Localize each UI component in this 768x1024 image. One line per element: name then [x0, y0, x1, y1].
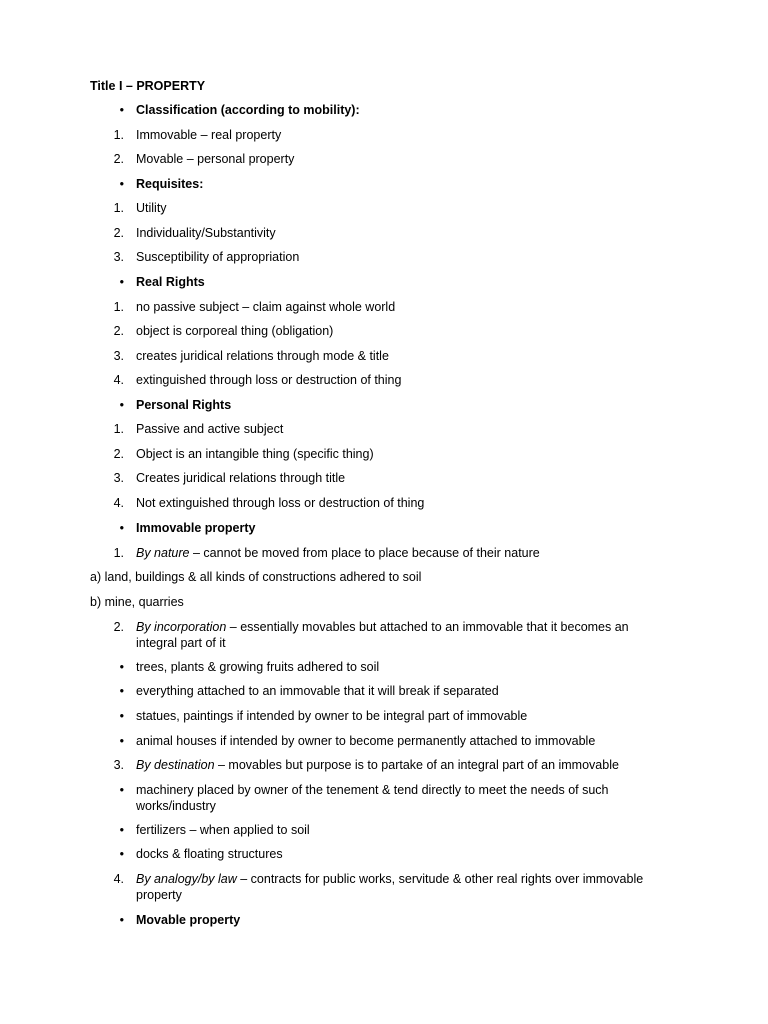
item-text: Immovable – real property: [136, 128, 282, 142]
item-text: Movable property: [136, 913, 241, 927]
number-marker: 2.: [113, 324, 124, 338]
item-emphasis: By incorporation: [136, 620, 227, 634]
item-content: [136, 225, 276, 241]
number-marker: 3.: [113, 250, 124, 264]
item-text: statues, paintings if intended by owner to be integral part of immovable: [136, 709, 528, 723]
item-content: [136, 200, 167, 216]
item-text: Movable – personal property: [136, 152, 295, 166]
bullet-marker: •: [119, 103, 124, 117]
bullet-marker: •: [119, 734, 124, 748]
item-content: [136, 470, 345, 486]
bullet-marker: •: [119, 709, 124, 723]
number-marker: 4.: [113, 373, 124, 387]
number-marker: 1.: [113, 300, 124, 314]
bullet-marker: •: [119, 684, 124, 698]
item-text: Personal Rights: [136, 398, 232, 412]
number-marker: 2.: [113, 152, 124, 166]
item-content: [136, 683, 499, 699]
item-text: everything attached to an immovable that it will break if separated: [136, 684, 499, 698]
item-content: [136, 372, 401, 388]
item-emphasis: By destination: [136, 758, 215, 772]
item-content: [136, 757, 619, 773]
number-marker: 3.: [113, 471, 124, 485]
item-content: [136, 846, 283, 862]
number-marker: 4.: [113, 496, 124, 510]
item-content: [136, 659, 379, 675]
item-text: Object is an intangible thing (specific thing): [136, 447, 374, 461]
item-content: [136, 446, 374, 462]
item-text: docks & floating structures: [136, 847, 283, 861]
number-marker: 1.: [113, 201, 124, 215]
number-marker: 1.: [113, 422, 124, 436]
plain-line-text: b) mine, quarries: [90, 595, 184, 609]
item-content: [136, 127, 281, 143]
item-emphasis: By nature: [136, 546, 190, 560]
item-text: Individuality/Substantivity: [136, 226, 276, 240]
item-text: extinguished through loss or destruction of thing: [136, 373, 402, 387]
item-content: [136, 323, 333, 339]
bullet-marker: •: [119, 177, 124, 191]
item-text: trees, plants & growing fruits adhered to soil: [136, 660, 380, 674]
item-text: machinery placed by owner of the tenement & tend directly to meet the needs of such works/industry: [136, 783, 609, 813]
item-text: Requisites:: [136, 177, 204, 191]
item-content: [136, 871, 656, 903]
number-marker: 2.: [113, 226, 124, 240]
item-text: animal houses if intended by owner to become permanently attached to immovable: [136, 734, 596, 748]
number-marker: 3.: [113, 349, 124, 363]
item-content: [136, 249, 299, 265]
item-text: Creates juridical relations through title: [136, 471, 346, 485]
number-marker: 2.: [113, 620, 124, 634]
item-text: Susceptibility of appropriation: [136, 250, 300, 264]
item-text: Utility: [136, 201, 167, 215]
bullet-marker: •: [119, 847, 124, 861]
item-text: – cannot be moved from place to place because of their nature: [189, 546, 540, 560]
item-text: object is corporeal thing (obligation): [136, 324, 334, 338]
item-text: – essentially movables but attached to an immovable that it becomes an integral part of it: [136, 620, 629, 650]
bullet-marker: •: [119, 783, 124, 797]
doc-title-text: Title I – PROPERTY: [90, 79, 206, 93]
item-content: [136, 495, 424, 511]
item-content: [136, 545, 540, 561]
number-marker: 2.: [113, 447, 124, 461]
item-content: [136, 520, 255, 536]
item-emphasis: By analogy/by law: [136, 872, 237, 886]
item-content: [136, 421, 283, 437]
item-content: [136, 733, 595, 749]
item-text: – movables but purpose is to partake of an integral part of an immovable: [214, 758, 619, 772]
item-text: Real Rights: [136, 275, 205, 289]
number-marker: 4.: [113, 872, 124, 886]
item-text: Immovable property: [136, 521, 256, 535]
item-content: [136, 274, 205, 290]
item-text: Passive and active subject: [136, 422, 284, 436]
number-marker: 1.: [113, 128, 124, 142]
item-content: [136, 299, 395, 315]
bullet-marker: •: [119, 398, 124, 412]
bullet-marker: •: [119, 275, 124, 289]
plain-line-text: a) land, buildings & all kinds of constructions adhered to soil: [90, 570, 422, 584]
number-marker: 1.: [113, 546, 124, 560]
item-content: [136, 102, 360, 118]
item-text: no passive subject – claim against whole world: [136, 300, 396, 314]
item-text: Classification (according to mobility):: [136, 103, 360, 117]
bullet-marker: •: [119, 660, 124, 674]
item-content: [136, 822, 310, 838]
item-content: [136, 348, 389, 364]
item-text: – contracts for public works, servitude & other real rights over immovable property: [136, 872, 644, 902]
item-content: [136, 912, 240, 928]
bullet-marker: •: [119, 913, 124, 927]
number-marker: 3.: [113, 758, 124, 772]
item-text: fertilizers – when applied to soil: [136, 823, 310, 837]
item-text: creates juridical relations through mode & title: [136, 349, 389, 363]
item-content: [136, 151, 294, 167]
bullet-marker: •: [119, 521, 124, 535]
item-text: Not extinguished through loss or destruction of thing: [136, 496, 425, 510]
bullet-marker: •: [119, 823, 124, 837]
item-content: [136, 708, 527, 724]
item-content: [136, 782, 656, 814]
item-content: [136, 176, 203, 192]
item-content: [136, 619, 656, 651]
item-content: [136, 397, 231, 413]
